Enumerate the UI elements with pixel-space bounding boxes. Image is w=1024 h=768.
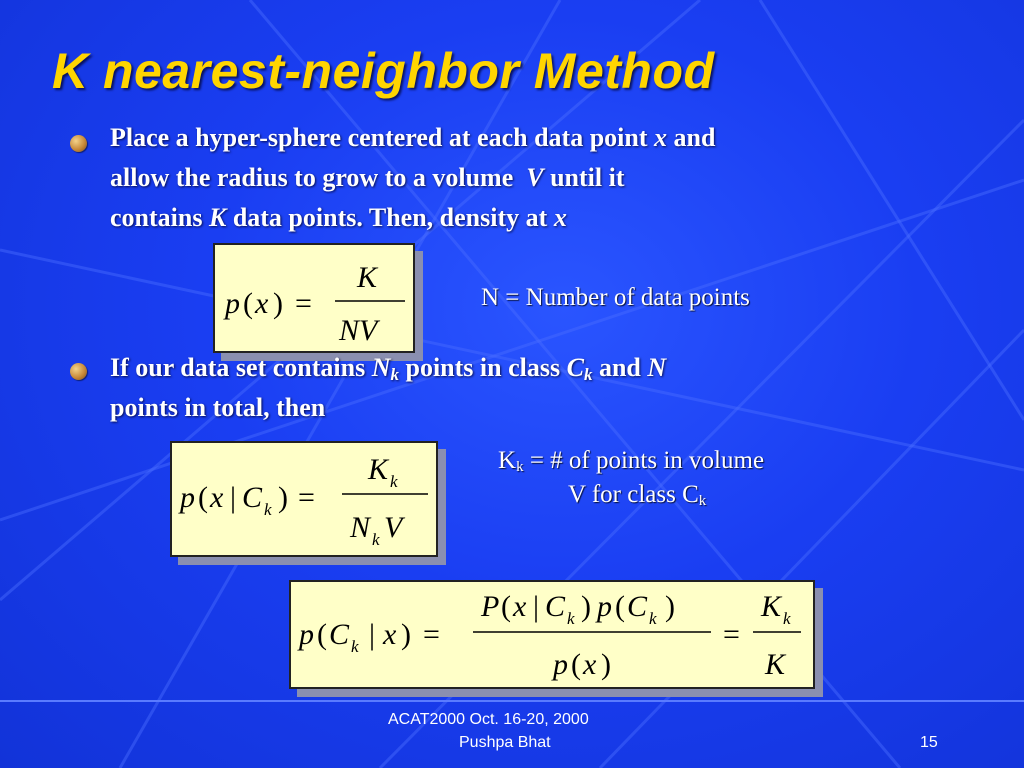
svg-text:x: x (383, 618, 397, 651)
svg-text:): ) (278, 481, 288, 514)
svg-text:K: K (357, 261, 378, 294)
svg-text:k: k (783, 609, 791, 628)
svg-text:(: ( (243, 287, 253, 320)
svg-text:k: k (351, 637, 359, 656)
svg-text:x: x (513, 590, 527, 623)
svg-text:p: p (225, 287, 240, 320)
svg-text:p: p (597, 590, 612, 623)
bullet2-line2: points in total, then (110, 393, 326, 422)
svg-text:k: k (649, 609, 657, 628)
svg-text:x: x (210, 481, 224, 514)
page-number: 15 (920, 734, 938, 751)
svg-text:C: C (242, 481, 263, 514)
var-k: K (208, 203, 227, 232)
svg-text:k: k (390, 472, 398, 491)
bullet1-line1 (110, 118, 950, 158)
svg-text:(: ( (317, 618, 327, 651)
text-segment: V for class C (568, 481, 699, 508)
svg-text:=: = (723, 618, 740, 651)
text-segment: Place a hyper-sphere centered at each data point (110, 123, 654, 152)
svg-text:p: p (180, 481, 195, 514)
text-segment: K (498, 447, 517, 474)
var-n: N (647, 353, 667, 382)
note-n-definition: N = Number of data points (481, 284, 750, 311)
svg-text:(: ( (198, 481, 208, 514)
text-segment: and (667, 123, 716, 152)
text-segment: data points. Then, density at (226, 203, 554, 232)
svg-text:K: K (761, 590, 782, 623)
svg-text:C: C (627, 590, 648, 623)
svg-text:|: | (369, 618, 376, 651)
bullet-icon (70, 135, 87, 152)
svg-text:x: x (583, 648, 597, 681)
svg-text:x: x (255, 287, 269, 320)
bullet2-line1 (110, 348, 950, 388)
svg-text:(: ( (615, 590, 625, 623)
svg-text:): ) (581, 590, 591, 623)
text-segment: and (592, 353, 648, 382)
slide-title: K nearest-neighbor Method (52, 43, 715, 99)
svg-text:=: = (423, 618, 440, 651)
svg-text:): ) (401, 618, 411, 651)
svg-text:=: = (295, 287, 312, 320)
svg-text:C: C (329, 618, 350, 651)
svg-text:N: N (350, 511, 371, 544)
note2-line1 (498, 447, 764, 475)
svg-text:(: ( (501, 590, 511, 623)
footer-author: Pushpa Bhat (459, 734, 551, 751)
svg-text:|: | (533, 590, 540, 623)
svg-text:P: P (481, 590, 500, 623)
svg-text:): ) (665, 590, 675, 623)
text-segment: If our data set contains (110, 353, 372, 382)
svg-text:NV: NV (339, 314, 378, 347)
svg-text:(: ( (571, 648, 581, 681)
footer-divider (0, 700, 1024, 702)
svg-text:k: k (567, 609, 575, 628)
bullet1-line3 (110, 198, 950, 238)
svg-text:k: k (372, 530, 380, 549)
subscript-k: k (698, 493, 707, 509)
bullet-text-1 (110, 118, 950, 238)
svg-text:k: k (264, 500, 272, 519)
var-x: x (553, 203, 567, 232)
var-n: N (371, 353, 391, 382)
note-kk-definition (498, 447, 764, 509)
svg-text:C: C (545, 590, 566, 623)
subscript-k: k (583, 365, 593, 384)
var-x: x (654, 123, 667, 152)
equation-class-density (170, 441, 438, 557)
text-segment: allow the radius to grow to a volume (110, 163, 527, 192)
text-segment: contains (110, 203, 209, 232)
subscript-k: k (516, 459, 524, 475)
text-segment: until it (543, 163, 625, 192)
bullet1-line2 (110, 158, 950, 198)
footer-conference: ACAT2000 Oct. 16-20, 2000 (388, 711, 589, 728)
svg-text:=: = (298, 481, 315, 514)
equation-density (213, 243, 415, 353)
bullet-icon (70, 363, 87, 380)
text-segment: = # of points in volume (523, 447, 765, 474)
svg-text:K: K (765, 648, 786, 681)
bullet-text-2 (110, 348, 950, 428)
text-segment: points in class (398, 353, 567, 382)
svg-text:p: p (553, 648, 568, 681)
equation-bayes (289, 580, 815, 689)
var-c: C (566, 353, 584, 382)
svg-text:): ) (601, 648, 611, 681)
svg-text:p: p (299, 618, 314, 651)
svg-text:V: V (384, 511, 403, 544)
svg-text:K: K (368, 453, 389, 486)
note2-line2 (498, 481, 764, 509)
subscript-k: k (390, 365, 399, 384)
svg-text:|: | (230, 481, 237, 514)
svg-text:): ) (273, 287, 283, 320)
var-v: V (526, 163, 544, 192)
